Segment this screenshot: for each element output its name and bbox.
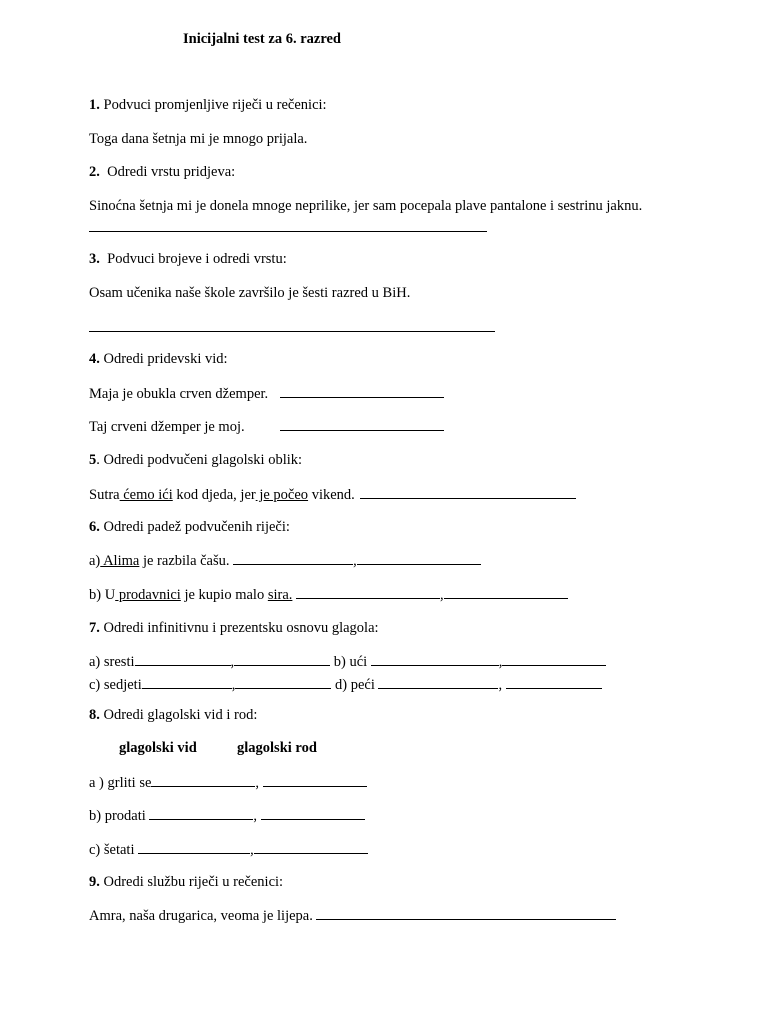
question-5-sentence bbox=[89, 485, 576, 504]
answer-blank[interactable] bbox=[316, 906, 616, 920]
question-prompt: Podvuci promjenljive riječi u rečenici: bbox=[103, 97, 327, 113]
question-3-sentence: Osam učenika naše škole završilo je šesti razred u BiH. bbox=[89, 285, 411, 301]
verb: a) sresti bbox=[89, 654, 135, 670]
question-6 bbox=[89, 518, 290, 536]
answer-blank[interactable] bbox=[280, 384, 444, 398]
answer-blank[interactable] bbox=[142, 675, 232, 689]
answer-blank[interactable] bbox=[444, 585, 568, 599]
question-1-sentence: Toga dana šetnja mi je mnogo prijala. bbox=[89, 131, 308, 147]
text: je razbila čašu. bbox=[139, 553, 230, 569]
question-prompt: Odredi vrstu pridjeva: bbox=[107, 164, 236, 180]
comma: , bbox=[250, 842, 254, 858]
underlined-word: Alima bbox=[100, 553, 140, 569]
question-7-row-2 bbox=[89, 675, 602, 694]
question-number: 1. bbox=[89, 97, 100, 113]
sentence: Taj crveni džemper je moj. bbox=[89, 419, 245, 435]
underlined-verb: je počeo bbox=[255, 487, 309, 503]
question-8-b bbox=[89, 806, 365, 825]
underlined-word: prodavnici bbox=[115, 587, 181, 603]
answer-blank[interactable] bbox=[254, 840, 368, 854]
answer-blank[interactable] bbox=[296, 585, 440, 599]
answer-blank[interactable] bbox=[506, 675, 602, 689]
comma: , bbox=[440, 587, 444, 603]
answer-blank[interactable] bbox=[502, 652, 606, 666]
comma: , bbox=[255, 775, 260, 791]
page-title: Inicijalni test za 6. razred bbox=[183, 31, 341, 47]
question-6-a bbox=[89, 551, 481, 570]
answer-blank[interactable] bbox=[149, 806, 253, 820]
question-9-sentence bbox=[89, 906, 616, 925]
answer-blank[interactable] bbox=[280, 417, 444, 431]
text: vikend. bbox=[308, 487, 355, 503]
question-number: 4. bbox=[89, 351, 100, 367]
question-number: 6. bbox=[89, 519, 100, 535]
verb: b) prodati bbox=[89, 808, 146, 824]
comma: , bbox=[231, 677, 236, 693]
question-number: 8. bbox=[89, 707, 100, 723]
question-prompt: . Odredi podvučeni glagolski oblik: bbox=[96, 452, 303, 468]
question-prompt: Odredi pridevski vid: bbox=[103, 351, 228, 367]
answer-blank[interactable] bbox=[235, 675, 331, 689]
question-prompt: Odredi infinitivnu i prezentsku osnovu glagola: bbox=[103, 620, 379, 636]
answer-blank[interactable] bbox=[263, 773, 367, 787]
answer-blank[interactable] bbox=[135, 652, 231, 666]
answer-blank[interactable] bbox=[234, 652, 330, 666]
question-number: 2. bbox=[89, 164, 100, 180]
question-6-b bbox=[89, 585, 568, 604]
answer-blank[interactable] bbox=[233, 551, 353, 565]
underlined-word: sira. bbox=[267, 587, 293, 603]
question-prompt: Podvuci brojeve i odredi vrstu: bbox=[107, 251, 287, 267]
text: a) bbox=[89, 553, 101, 569]
question-number: 5 bbox=[89, 452, 97, 468]
verb: a ) grliti se bbox=[89, 775, 152, 791]
comma: , bbox=[353, 553, 357, 569]
column-header-vid: glagolski vid bbox=[119, 740, 197, 756]
question-number: 7. bbox=[89, 620, 100, 636]
answer-blank[interactable] bbox=[378, 675, 498, 689]
answer-line[interactable] bbox=[89, 231, 487, 232]
answer-blank[interactable] bbox=[261, 806, 365, 820]
question-8 bbox=[89, 706, 257, 724]
answer-line[interactable] bbox=[89, 331, 495, 332]
question-2 bbox=[89, 163, 235, 181]
text: kod djeda, jer bbox=[172, 487, 256, 503]
comma: , bbox=[498, 654, 503, 670]
question-8-c bbox=[89, 840, 368, 859]
sentence: Amra, naša drugarica, veoma je lijepa. bbox=[89, 908, 313, 924]
comma: , bbox=[498, 677, 503, 693]
underlined-verb: ćemo ići bbox=[119, 487, 173, 503]
verb: c) sedjeti bbox=[89, 677, 142, 693]
question-5 bbox=[89, 451, 302, 469]
verb: c) šetati bbox=[89, 842, 135, 858]
question-8-a bbox=[89, 773, 367, 792]
column-header-rod: glagolski rod bbox=[237, 740, 317, 756]
question-4 bbox=[89, 350, 228, 368]
question-4-line-2 bbox=[89, 417, 444, 436]
comma: , bbox=[230, 654, 235, 670]
question-prompt: Odredi padež podvučenih riječi: bbox=[103, 519, 290, 535]
question-1 bbox=[89, 96, 327, 114]
comma: , bbox=[253, 808, 258, 824]
verb: d) peći bbox=[335, 677, 375, 693]
text: Sutra bbox=[89, 487, 120, 503]
question-number: 9. bbox=[89, 874, 100, 890]
question-number: 3. bbox=[89, 251, 100, 267]
question-4-line-1 bbox=[89, 384, 444, 403]
question-prompt: Odredi glagolski vid i rod: bbox=[103, 707, 258, 723]
question-prompt: Odredi službu riječi u rečenici: bbox=[103, 874, 284, 890]
answer-blank[interactable] bbox=[360, 485, 576, 499]
answer-blank[interactable] bbox=[357, 551, 481, 565]
verb: b) ući bbox=[333, 654, 368, 670]
question-7 bbox=[89, 619, 379, 637]
answer-blank[interactable] bbox=[371, 652, 499, 666]
question-9 bbox=[89, 873, 283, 891]
text: je kupio malo bbox=[180, 587, 268, 603]
question-3 bbox=[89, 250, 287, 268]
text: b) U bbox=[89, 587, 116, 603]
answer-blank[interactable] bbox=[151, 773, 255, 787]
sentence: Maja je obukla crven džemper. bbox=[89, 386, 269, 402]
question-2-sentence: Sinoćna šetnja mi je donela mnoge neprilike, jer sam pocepala plave pantalone i sestrinu jaknu. bbox=[89, 198, 643, 214]
answer-blank[interactable] bbox=[138, 840, 250, 854]
question-7-row-1 bbox=[89, 652, 606, 671]
